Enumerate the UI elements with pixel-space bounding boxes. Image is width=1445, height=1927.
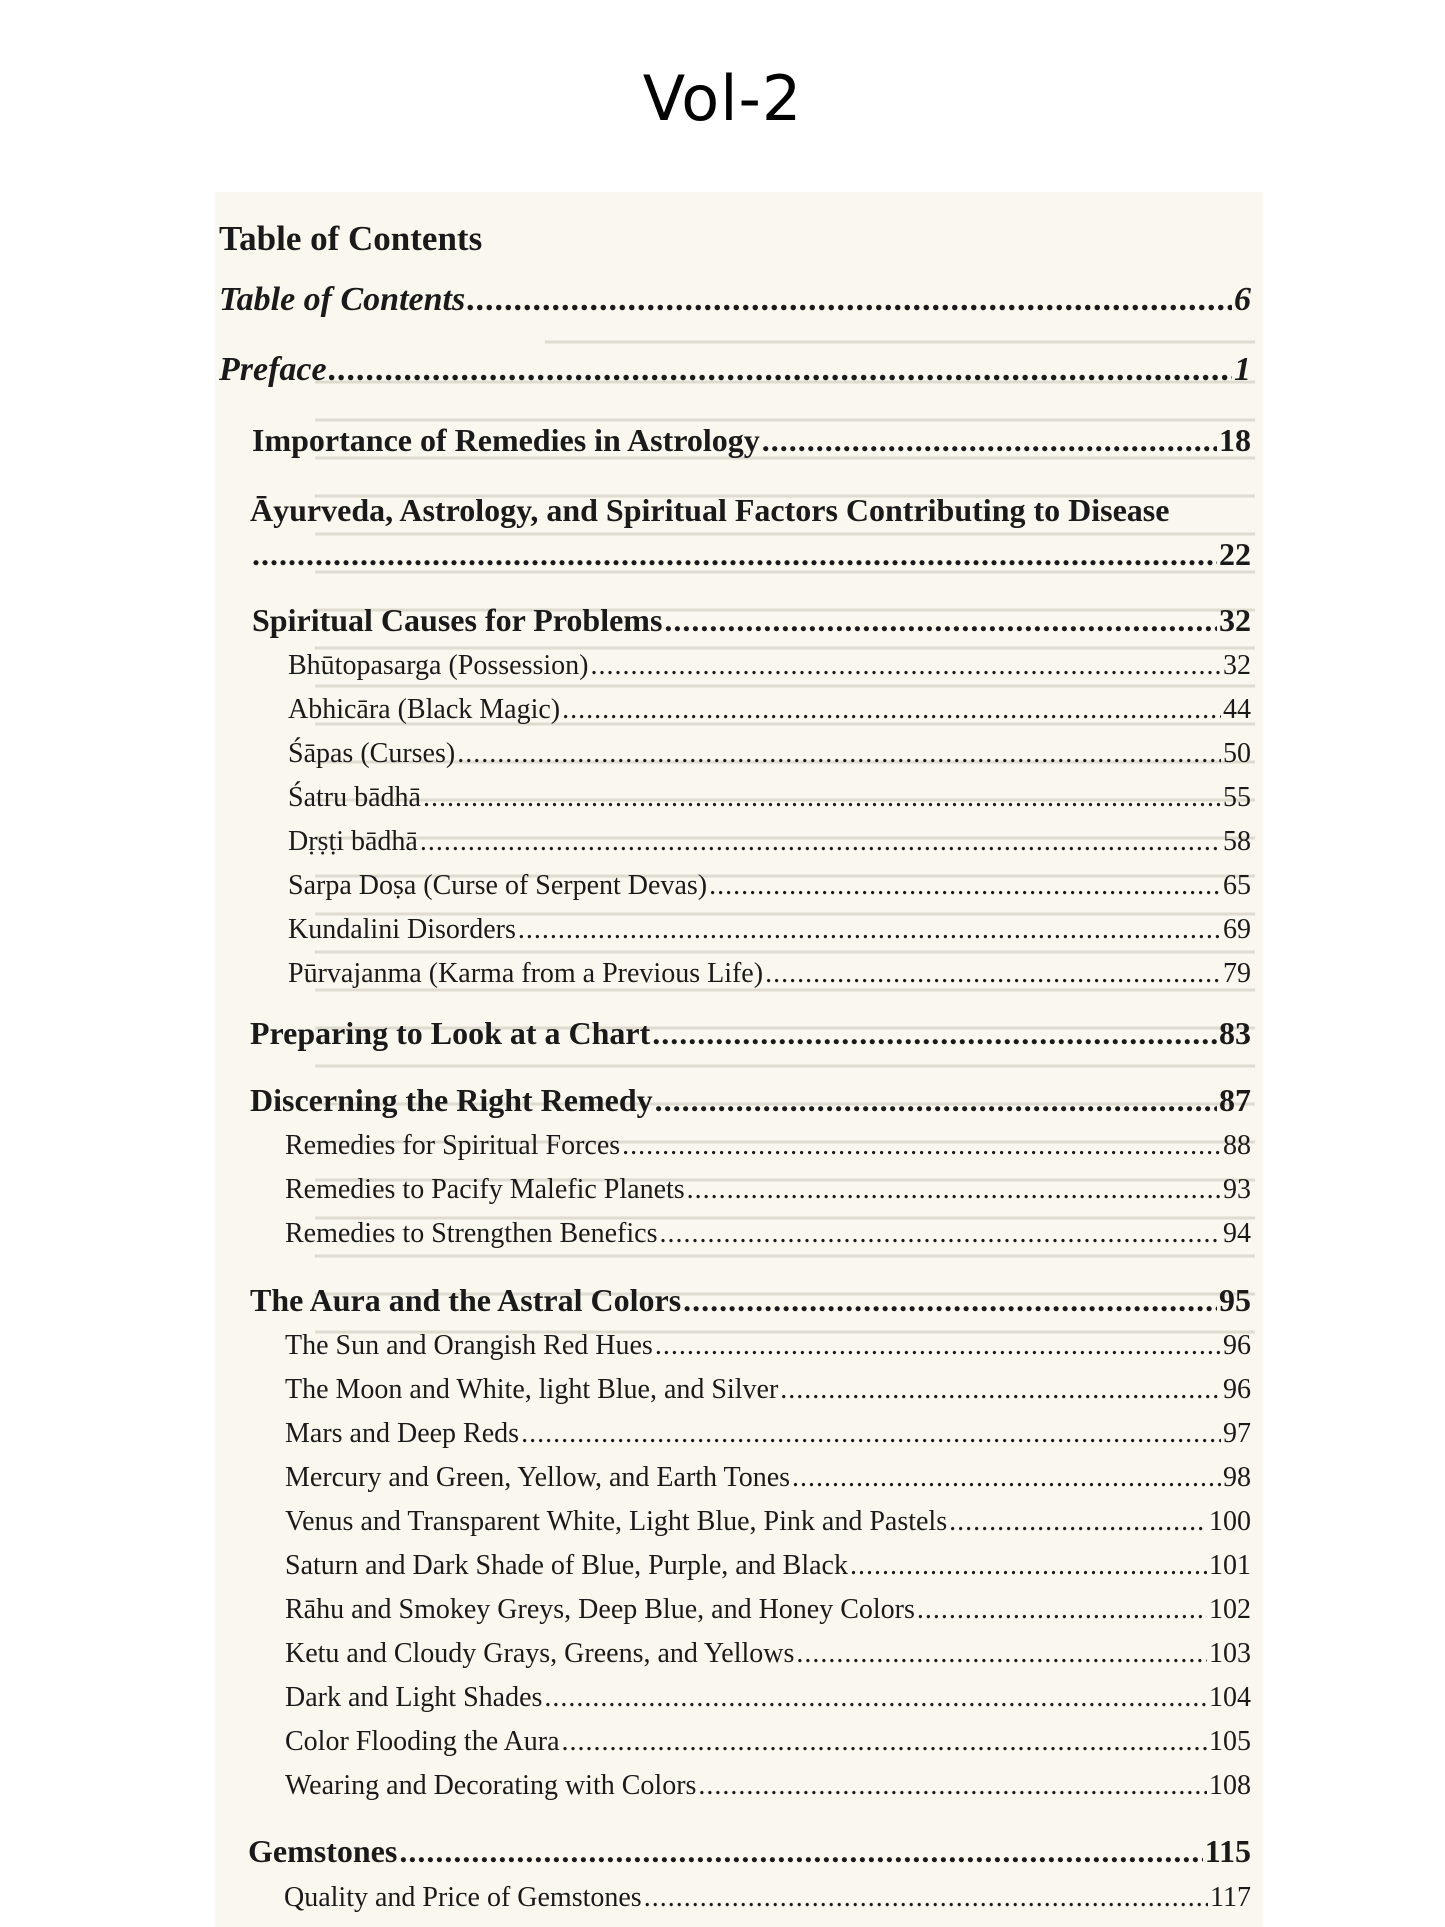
toc-entry[interactable] [252,602,1251,639]
toc-entry-title: Ketu and Cloudy Grays, Greens, and Yellows [285,1638,795,1669]
toc-leader-dots [457,738,1221,770]
toc-entry-page: 93 [1223,1174,1251,1205]
toc-entry-title: Pūrvajanma (Karma from a Previous Life) [288,958,764,989]
toc-entry-title: Śatru bādhā [288,782,421,813]
toc-entry-title: Bhūtopasarga (Possession) [288,650,589,681]
toc-entry-page: 115 [1204,1833,1251,1869]
toc-entry[interactable] [219,351,1251,389]
toc-entry-page: 6 [1234,281,1251,318]
toc-entry-page: 69 [1223,914,1251,945]
toc-leader-dots [399,1833,1202,1870]
toc-leader-dots [792,1462,1221,1494]
toc-leader-dots [423,782,1221,814]
toc-entry[interactable] [288,650,1251,682]
scanned-page [215,192,1263,1927]
toc-entry-title: Preface [219,351,327,388]
toc-entry-title: Table of Contents [219,281,466,318]
toc-entry-title: The Sun and Orangish Red Hues [285,1330,653,1361]
toc-entry-title: Sarpa Doṣa (Curse of Serpent Devas) [288,870,708,901]
toc-leader-dots [709,870,1221,902]
toc-entry-title: Preparing to Look at a Chart [250,1015,651,1051]
toc-leader-dots [917,1594,1207,1626]
toc-leader-dots [518,914,1221,946]
toc-entry[interactable] [285,1506,1251,1538]
toc-entry[interactable] [288,870,1251,902]
toc-leader-dots [329,351,1232,389]
toc-leader-dots [655,1082,1217,1119]
toc-entry-page: 103 [1209,1638,1251,1669]
toc-leader-dots [521,1418,1221,1450]
toc-entry[interactable] [285,1174,1251,1206]
toc-entry[interactable] [285,1726,1251,1758]
toc-entry-title: Mercury and Green, Yellow, and Earth Tones [285,1462,791,1493]
toc-entry-title: Śāpas (Curses) [288,738,456,769]
toc-entry-title: Discerning the Right Remedy [250,1082,653,1118]
toc-leader-dots [622,1130,1221,1162]
toc-entry-page: 102 [1209,1594,1251,1625]
toc-entry-page: 44 [1223,694,1251,725]
toc-leader-dots [467,281,1232,319]
toc-entry[interactable] [219,281,1251,319]
toc-entry-title: Dark and Light Shades [285,1682,543,1713]
toc-entry[interactable] [248,1833,1251,1870]
toc-entry-page: 97 [1223,1418,1251,1449]
toc-entry-page: 32 [1223,650,1251,681]
toc-entry-page: 108 [1209,1770,1251,1801]
toc-entry[interactable] [285,1330,1251,1362]
toc-entry-title: Quality and Price of Gemstones [284,1882,642,1913]
toc-entry-title: Remedies to Pacify Malefic Planets [285,1174,685,1205]
toc-entry-page: 96 [1223,1374,1251,1405]
toc-entry-title: Kundalini Disorders [288,914,516,945]
toc-leader-dots [780,1374,1221,1406]
toc-entry-page: 83 [1219,1015,1251,1051]
toc-leader-dots [762,422,1217,459]
toc-entry-page: 105 [1209,1726,1251,1757]
toc-entry-title: Dṛṣṭi bādhā [288,826,418,857]
toc-entry[interactable] [285,1682,1251,1714]
toc-entry-page: 96 [1223,1330,1251,1361]
toc-leader-dots [683,1282,1217,1319]
toc-entry[interactable] [288,738,1251,770]
toc-entry-title: Remedies for Spiritual Forces [285,1130,621,1161]
toc-entry-page: 117 [1210,1882,1251,1913]
toc-entry[interactable] [288,694,1251,726]
toc-entry-page: 88 [1223,1130,1251,1161]
toc-leader-dots [698,1770,1207,1802]
toc-leader-dots [687,1174,1221,1206]
toc-entry[interactable] [288,826,1251,858]
toc-leader-dots [765,958,1221,990]
toc-entry-page: 87 [1219,1082,1251,1118]
toc-leader-dots [562,1726,1207,1758]
toc-entry[interactable] [288,782,1251,814]
toc-entry-page: 94 [1223,1218,1251,1249]
toc-entry-title: Importance of Remedies in Astrology [252,422,760,458]
toc-entry[interactable] [250,1015,1251,1052]
volume-label: Vol-2 [642,62,803,135]
toc-entry-page: 101 [1209,1550,1251,1581]
toc-entry-page: 100 [1209,1506,1251,1537]
toc-leader-dots [420,826,1221,858]
toc-entry-page: 98 [1223,1462,1251,1493]
toc-leader-dots [796,1638,1207,1670]
toc-entry[interactable] [250,1282,1251,1319]
toc-entry[interactable] [285,1130,1251,1162]
toc-entry-title: Spiritual Causes for Problems [252,602,663,638]
toc-leader-dots [544,1682,1207,1714]
toc-entry[interactable] [284,1882,1251,1914]
toc-entry[interactable] [252,536,1251,573]
toc-entry-title: Remedies to Strengthen Benefics [285,1218,658,1249]
toc-entry-page: 18 [1219,422,1251,458]
toc-leader-dots [664,602,1217,639]
toc-leader-dots [252,536,1217,573]
toc-entry-page: 65 [1223,870,1251,901]
toc-entry[interactable] [285,1638,1251,1670]
toc-entry-title: Gemstones [248,1833,398,1869]
toc-leader-dots [949,1506,1207,1538]
toc-entry-page: 1 [1234,351,1251,388]
toc-entry-title: Rāhu and Smokey Greys, Deep Blue, and Honey Colors [285,1594,915,1625]
toc-entry[interactable] [285,1594,1251,1626]
toc-entry-page: 55 [1223,782,1251,813]
toc-entry[interactable] [285,1374,1251,1406]
toc-entry[interactable] [285,1418,1251,1450]
toc-entry[interactable] [285,1550,1251,1582]
toc-entry-title: Mars and Deep Reds [285,1418,520,1449]
toc-leader-dots [659,1218,1221,1250]
toc-entry-page: 79 [1223,958,1251,989]
toc-entry[interactable] [285,1218,1251,1250]
toc-entry-page: 95 [1219,1282,1251,1318]
toc-entry-title: Color Flooding the Aura [285,1726,560,1757]
toc-entry-title: Abhicāra (Black Magic) [288,694,561,725]
toc-entry[interactable] [250,1082,1251,1119]
toc-entry-page: 50 [1223,738,1251,769]
toc-entry-title: The Aura and the Astral Colors [250,1282,682,1318]
toc-entry-page: 104 [1209,1682,1251,1713]
toc-entry[interactable] [288,958,1251,990]
toc-entry[interactable] [285,1462,1251,1494]
toc-leader-dots [590,650,1221,682]
toc-entry-title: Wearing and Decorating with Colors [285,1770,697,1801]
toc-entry[interactable] [252,422,1251,459]
toc-entry-title: The Moon and White, light Blue, and Silver [285,1374,779,1405]
toc-heading: Table of Contents [219,219,483,258]
toc-leader-dots [655,1330,1221,1362]
toc-entry-page: 22 [1219,536,1251,572]
toc-entry-title[interactable]: Āyurveda, Astrology, and Spiritual Factors Contributing to Disease [250,492,1170,528]
toc-leader-dots [644,1882,1208,1914]
toc-leader-dots [652,1015,1217,1052]
toc-entry-title: Venus and Transparent White, Light Blue, Pink and Pastels [285,1506,948,1537]
toc-entry[interactable] [285,1770,1251,1802]
toc-entry[interactable] [288,914,1251,946]
toc-leader-dots [850,1550,1207,1582]
toc-entry-page: 32 [1219,602,1251,638]
toc-entry-page: 58 [1223,826,1251,857]
toc-entry-title: Saturn and Dark Shade of Blue, Purple, and Black [285,1550,848,1581]
toc-leader-dots [562,694,1221,726]
